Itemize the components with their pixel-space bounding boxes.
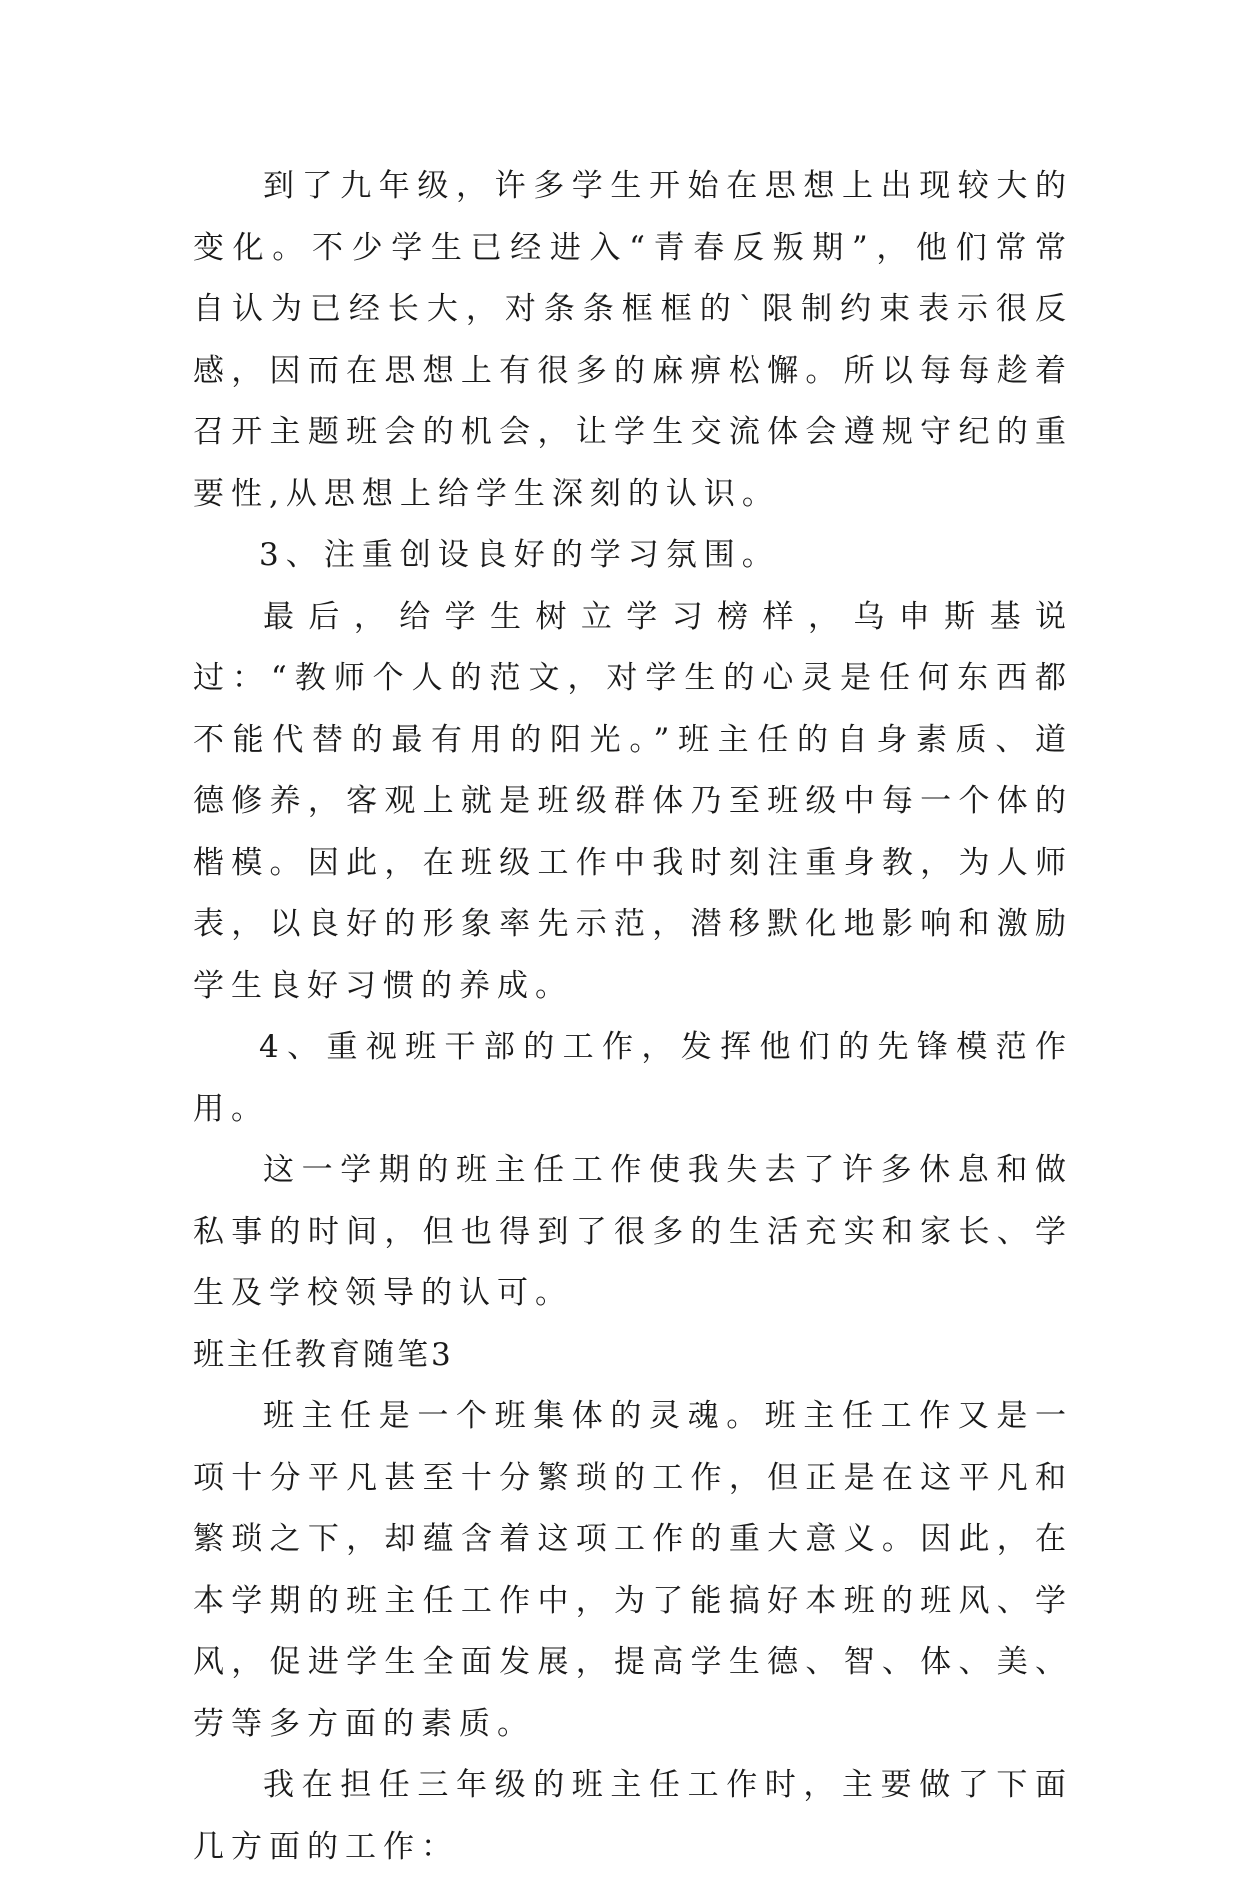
numbered-point: 4、重视班干部的工作，发挥他们的先锋模范作用。 <box>193 1029 1073 1127</box>
paragraph: 班主任是一个班集体的灵魂。班主任工作又是一项十分平凡甚至十分繁琐的工作，但正是在这平凡和繁琐之下，却蕴含着这项工作的重大意义。因此，在本学期的班主任工作中，为了能搞好本班的班风、学风，促进学生全面发展，提高学生德、智、体、美、劳等多方面的素质。 <box>193 1398 1073 1742</box>
document-body <box>193 156 1073 1878</box>
numbered-point: 3、注重创设良好的学习氛围。 <box>259 537 780 573</box>
paragraph: 这一学期的班主任工作使我失去了许多休息和做私事的时间，但也得到了很多的生活充实和家长、学生及学校领导的认可。 <box>193 1152 1073 1311</box>
section-heading: 班主任教育随笔3 <box>193 1336 454 1373</box>
paragraph: 我在担任三年级的班主任工作时，主要做了下面几方面的工作： <box>193 1767 1073 1865</box>
paragraph: 到了九年级，许多学生开始在思想上出现较大的变化。不少学生已经进入“青春反叛期”，他们常常自认为已经长大，对条条框框的`限制约束表示很反感，因而在思想上有很多的麻痹松懈。所以每每趁着召开主题班会的机会，让学生交流体会遵规守纪的重要性,从思想上给学生深刻的认识。 <box>193 168 1073 512</box>
paragraph: 最后，给学生树立学习榜样，乌申斯基说过：“教师个人的范文，对学生的心灵是任何东西都不能代替的最有用的阳光。”班主任的自身素质、道德修养，客观上就是班级群体乃至班级中每一个体的楷模。因此，在班级工作中我时刻注重身教，为人师表，以良好的形象率先示范，潜移默化地影响和激励学生良好习惯的养成。 <box>193 598 1073 1004</box>
